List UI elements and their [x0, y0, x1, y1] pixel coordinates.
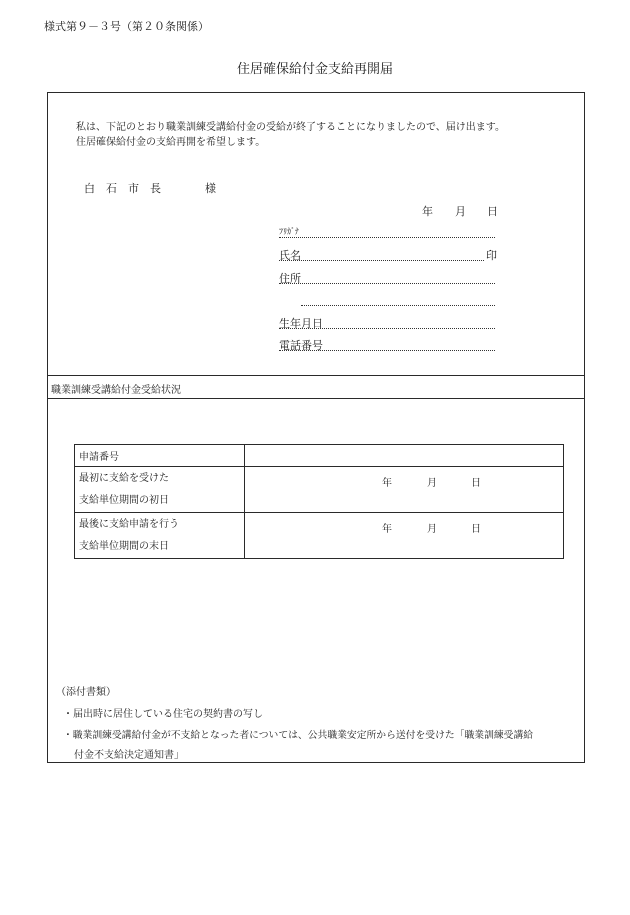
intro-line-1: 私は、下記のとおり職業訓練受講給付金の受給が終了することになりましたので、届け出ます。	[76, 122, 505, 133]
address-label: 住所	[279, 272, 301, 285]
first-period-date-field[interactable]	[245, 467, 564, 513]
section-divider-top	[47, 375, 585, 376]
addressee-name: 白 石 市 長	[84, 182, 161, 195]
status-table	[74, 444, 564, 559]
table-row	[75, 467, 564, 513]
first-day-label: 日	[471, 478, 481, 489]
furigana-label: ﾌﾘｶﾞﾅ	[279, 227, 299, 236]
last-month-label: 月	[427, 524, 437, 535]
phone-line[interactable]	[279, 350, 495, 351]
page-title: 住居確保給付金支給再開届	[236, 62, 393, 77]
attachments-heading: （添付書類）	[56, 687, 116, 698]
name-line[interactable]	[279, 260, 484, 261]
application-number-field[interactable]	[245, 445, 564, 467]
application-number-label: 申請番号	[75, 445, 245, 467]
first-period-label-line-1: 最初に支給を受けた	[79, 472, 169, 484]
first-year-label: 年	[382, 478, 392, 489]
date-year-label: 年	[422, 205, 433, 218]
seal-mark: 印	[486, 249, 497, 262]
birthdate-label: 生年月日	[279, 317, 323, 330]
first-period-label	[75, 467, 245, 513]
name-label: 氏名	[279, 249, 301, 262]
table-row	[75, 445, 564, 467]
intro-line-2: 住居確保給付金の支給再開を希望します。	[76, 137, 266, 148]
birthdate-line[interactable]	[279, 328, 495, 329]
first-month-label: 月	[427, 478, 437, 489]
date-day-label: 日	[487, 205, 498, 218]
furigana-line[interactable]	[279, 237, 495, 238]
last-year-label: 年	[382, 524, 392, 535]
date-month-label: 月	[455, 205, 466, 218]
last-period-label	[75, 513, 245, 559]
attachment-item-2-line-2: 付金不支給決定通知書」	[74, 750, 184, 761]
last-day-label: 日	[471, 524, 481, 535]
addressee-honorific: 様	[205, 182, 216, 195]
first-period-label-line-2: 支給単位期間の初日	[79, 494, 169, 506]
address-line-1[interactable]	[279, 283, 495, 284]
phone-label: 電話番号	[279, 339, 323, 352]
table-row	[75, 513, 564, 559]
last-period-label-line-1: 最後に支給申請を行う	[79, 518, 179, 530]
section-heading: 職業訓練受講給付金受給状況	[51, 385, 181, 396]
address-line-2[interactable]	[301, 305, 495, 306]
attachment-item-2-line-1: ・職業訓練受講給付金が不支給となった者については、公共職業安定所から送付を受けた「職業訓練受講給	[63, 730, 534, 741]
last-period-label-line-2: 支給単位期間の末日	[79, 540, 169, 552]
section-divider-bottom	[47, 398, 585, 399]
last-period-date-field[interactable]	[245, 513, 564, 559]
form-number: 様式第９－３号（第２０条関係）	[44, 20, 209, 33]
attachment-item-1: ・届出時に居住している住宅の契約書の写し	[63, 709, 263, 720]
